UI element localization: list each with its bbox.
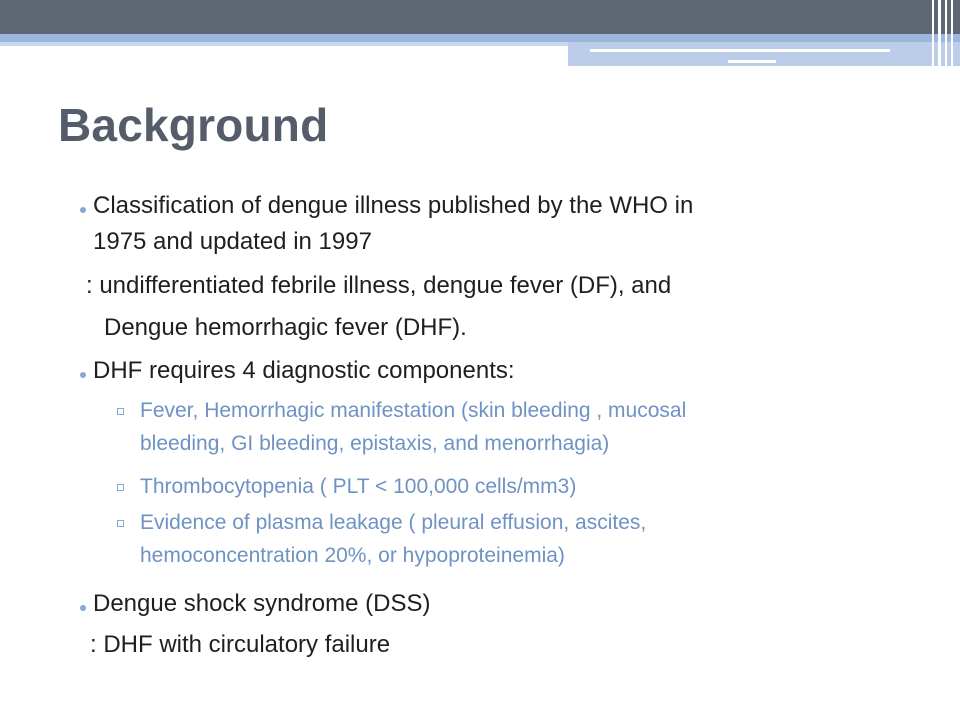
bullet-1-continuation-1: : undifferentiated febrile illness, dengue fever (DF), and xyxy=(86,272,672,299)
sub-bullet-1-line-1: Fever, Hemorrhagic manifestation (skin bleeding , mucosal xyxy=(140,399,687,422)
sub-bullet-square xyxy=(117,520,124,527)
sub-bullet-3-line-2: hemoconcentration 20%, or hypoproteinemia) xyxy=(140,544,565,567)
sub-bullet-1-line-2: bleeding, GI bleeding, epistaxis, and menorrhagia) xyxy=(140,432,610,455)
bullet-dot xyxy=(80,605,86,611)
sub-bullet-2: Thrombocytopenia ( PLT < 100,000 cells/mm3) xyxy=(140,475,577,498)
bullet-2: DHF requires 4 diagnostic components: xyxy=(93,357,515,384)
bullet-1-line-1: Classification of dengue illness published by the WHO in xyxy=(93,192,694,219)
bullet-3-continuation: : DHF with circulatory failure xyxy=(90,631,391,658)
sub-bullet-3-line-1: Evidence of plasma leakage ( pleural effusion, ascites, xyxy=(140,511,647,534)
bullet-1-continuation-2: Dengue hemorrhagic fever (DHF). xyxy=(104,314,467,341)
sub-bullet-square xyxy=(117,484,124,491)
bullet-1-line-2: 1975 and updated in 1997 xyxy=(93,228,372,255)
bullet-3: Dengue shock syndrome (DSS) xyxy=(93,590,431,617)
sub-bullet-square xyxy=(117,408,124,415)
bullet-dot xyxy=(80,372,86,378)
slide-title: Background xyxy=(58,99,329,151)
bullet-dot xyxy=(80,207,86,213)
